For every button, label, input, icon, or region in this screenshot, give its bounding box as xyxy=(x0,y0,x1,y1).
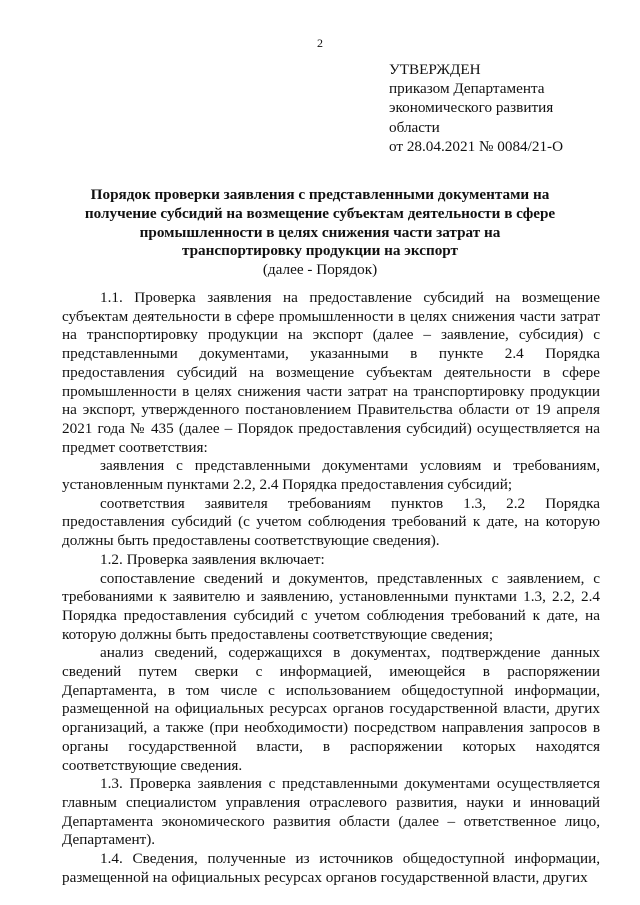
document-title-block xyxy=(78,186,562,280)
approval-line-date-number: от 28.04.2021 № 0084/21-О xyxy=(389,137,564,155)
paragraph-1-1: 1.1. Проверка заявления на предоставление субсидий на возмещение субъектам деятельности в сфере промышленности в целях снижения части затрат на транспортировку продукции на экспорт (далее – заявление, субсидия) с представленными документами, указанными в пункте 2.4 Порядка предоставления субсидий на возмещение субъектам деятельности в сфере промышленности в целях снижения части затрат на транспортировку продукции на экспорт, утвержденного постановлением Правительства области от 19 апреля 2021 года № 435 (далее – Порядок предоставления субсидий) осуществляется на предмет соответствия: xyxy=(62,289,600,456)
approval-line-department: экономического развития xyxy=(389,99,554,117)
document-subtitle: (далее - Порядок) xyxy=(262,261,378,279)
approval-block xyxy=(389,60,629,156)
paragraph-conformity-applicant: соответствия заявителя требованиям пунктов 1.3, 2.2 Порядка предоставления субсидий (с учетом соблюдения требований к дате, на которую должны быть предоставлены соответствующие сведения). xyxy=(62,494,600,550)
approval-line-region: области xyxy=(389,118,440,136)
page-number: 2 xyxy=(317,36,323,50)
paragraph-conformity-application: заявления с представленными документами условиям и требованиям, установленным пунктами 2.2, 2.4 Порядка предоставления субсидий; xyxy=(62,457,600,494)
paragraph-comparison: сопоставление сведений и документов, представленных с заявлением, с требованиями к заявителю и заявлению, установленными пунктами 1.3, 2.2, 2.4 Порядка предоставления субсидий с учетом соблюдения требований к дате, на которую должны быть предоставлены соответствующие сведения; xyxy=(62,569,600,643)
paragraph-1-3: 1.3. Проверка заявления с представленными документами осуществляется главным специалистом управления отраслевого развития, науки и инноваций Департамента экономического развития области (далее – ответственное лицо, Департамент). xyxy=(62,775,600,849)
approval-line-approved: УТВЕРЖДЕН xyxy=(389,61,481,78)
paragraph-1-2: 1.2. Проверка заявления включает: xyxy=(100,550,325,568)
document-body xyxy=(62,289,600,888)
document-title: Порядок проверки заявления с представленными документами на получение субсидий на возмещение субъектам деятельности в сфере промышленности в целях снижения части затрат на транспортировку продукции на экспорт xyxy=(84,186,556,260)
paragraph-1-4: 1.4. Сведения, полученные из источников общедоступной информации, размещенной на официальных ресурсах органов государственной власти, других xyxy=(62,850,600,886)
approval-line-order: приказом Департамента xyxy=(389,80,545,98)
paragraph-analysis: анализ сведений, содержащихся в документах, подтверждение данных сведений путем сверки с информацией, имеющейся в распоряжении Департамента, в том числе с использованием общедоступной информации, размещенной на официальных ресурсах органов государственной власти, других организаций, а также (при необходимости) посредством направления запросов в органы государственной власти, в распоряжении которых находятся соответствующие сведения. xyxy=(62,644,600,774)
